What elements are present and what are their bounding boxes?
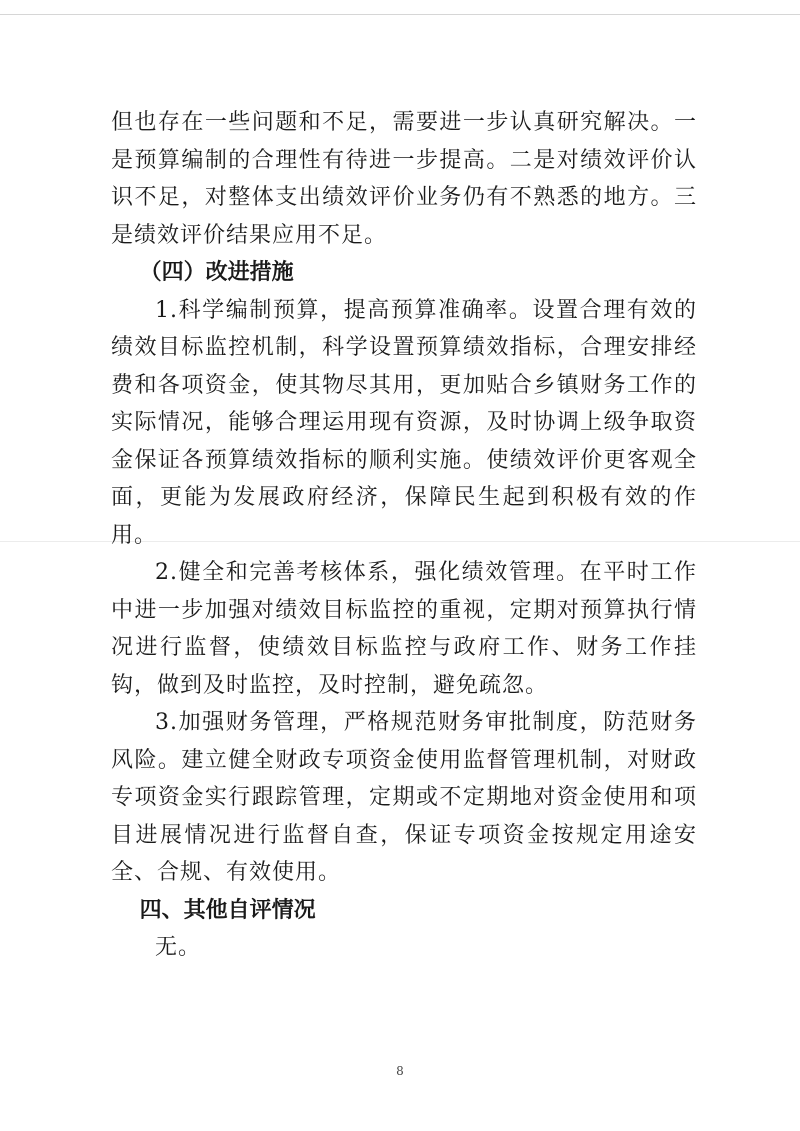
page-number: 8 — [396, 1064, 404, 1078]
measure-2-paragraph: 2.健全和完善考核体系，强化绩效管理。在平时工作中进一步加强对绩效目标监控的重视，定期对预算执行情况进行监督，使绩效目标监控与政府工作、财务工作挂钩，做到及时监控，及时控制，避免疏忽。 — [111, 560, 697, 698]
scan-top-edge — [0, 14, 800, 15]
section-4-heading: （四）改进措施 — [139, 260, 294, 285]
measure-3-paragraph: 3.加强财务管理，严格规范财务审批制度，防范财务风险。建立健全财政专项资金使用监督管理机制，对财政专项资金实行跟踪管理，定期或不定期地对资金使用和项目进展情况进行监督自查，保证专项资金按规定用途安全、合规、有效使用。 — [111, 710, 697, 885]
part-4-body: 无。 — [155, 935, 202, 960]
part-4-heading: 四、其他自评情况 — [139, 897, 316, 923]
measure-1-paragraph: 1.科学编制预算，提高预算准确率。设置合理有效的绩效目标监控机制，科学设置预算绩效指标，合理安排经费和各项资金，使其物尽其用，更加贴合乡镇财务工作的实际情况，能够合理运用现有资源，及时协调上级争取资金保证各预算绩效指标的顺利实施。使绩效评价更客观全面，更能为发展政府经济，保障民生起到积极有效的作用。 — [111, 297, 697, 548]
intro-paragraph: 但也存在一些问题和不足，需要进一步认真研究解决。一是预算编制的合理性有待进一步提高。二是对绩效评价认识不足，对整体支出绩效评价业务仍有不熟悉的地方。三是绩效评价结果应用不足。 — [111, 110, 697, 248]
document-body — [111, 104, 697, 967]
